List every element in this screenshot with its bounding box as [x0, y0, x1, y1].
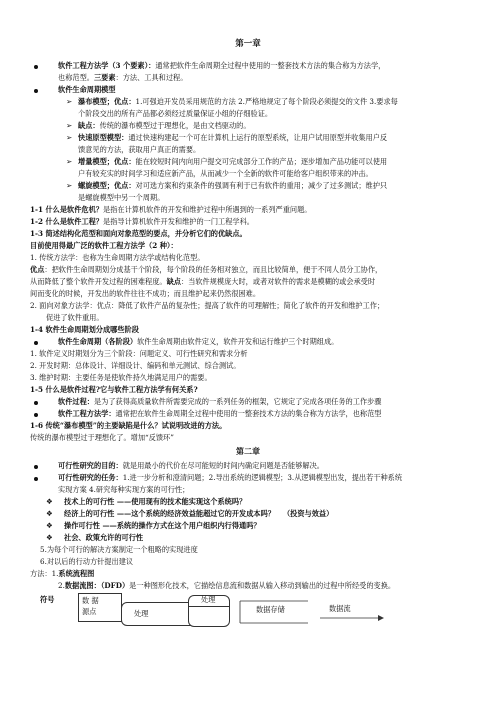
lifecycle-phases-label: 软件生命周期（各阶段） — [58, 337, 138, 346]
data-store-label: 数据存储 — [256, 605, 285, 614]
question-1-6: 1-6 传统“瀑布模型”的主要缺陷是什么？试说明改进的方法。 — [30, 421, 227, 430]
software-process-label: 软件过程： — [58, 397, 94, 406]
incremental-label: 增量模型；优点： — [78, 157, 136, 166]
three-elements-text: ：方法、工具和过程。 — [115, 73, 188, 82]
cons-text: ：当软件规模庞大时，或者对软件的需求是模糊的或会承受时 — [180, 277, 376, 286]
methods-line — [30, 568, 94, 580]
traditional-cons-2: 间而变化的时候，开发出的软件往往不成功；而且维护起来仍然很困难。 — [30, 289, 261, 298]
traditional-cons — [30, 276, 375, 288]
waterfall-line — [78, 96, 398, 108]
process-circle-label: 处理 — [201, 595, 216, 604]
spiral-label: 螺旋模型；优点： — [78, 181, 136, 190]
data-source-label-1: 数 据 — [82, 596, 99, 605]
economic-feasibility-note: （投资与效益） — [282, 509, 334, 518]
waterfall-cons-line — [78, 120, 251, 132]
oo-method-2: 促进了软件重用。 — [46, 313, 104, 322]
lifecycle-phases-text: 软件生命周期由软件定义，软件开发和运行维护三个时期组成。 — [137, 337, 339, 346]
arrow-bullet-icon: ➢ — [66, 181, 73, 190]
arrow-bullet-icon: ❖ — [46, 533, 53, 542]
prototype-line — [78, 132, 387, 144]
question-1-3: 1-3 简述结构化范型和面向对象范型的要点，并分析它们的优缺点。 — [30, 229, 247, 238]
system-flowchart-label: 系统流程图 — [58, 569, 95, 578]
arrow-bullet-icon: ➢ — [66, 121, 73, 130]
cons-label: 缺点 — [166, 277, 181, 286]
question-1-2-title: 1-2 什么是软件工程？ — [30, 217, 103, 226]
feasibility-purpose — [58, 460, 324, 472]
lifecycle-models-heading: 软件生命周期模型 — [58, 85, 116, 94]
arrow-bullet-icon: ❖ — [46, 509, 53, 518]
se-methodology-text: 通常把在软件生命周期全过程中使用的一整套技术方法的集合称为方法学，也称范型 — [115, 409, 382, 418]
pros-text: ：把软件生命周期划分成基干个阶段，每个阶段的任务相对独立，而且比较简单，便于不同人员分工协作， — [44, 265, 383, 274]
pros-label: 优点 — [30, 265, 45, 274]
phase-definition: 1. 软件定义时期划分为三个阶段：问题定义、可行性研究和需求分析 — [30, 349, 248, 358]
cons-label: 缺点： — [78, 121, 100, 130]
question-1-1-title: 1-1 什么是软件危机？ — [30, 205, 103, 214]
incremental-line-2: 户有较充实的时间学习和适应新产品，从而减少一个全新的软件可能给客户组织带来的冲击。 — [78, 169, 373, 178]
question-1-1 — [30, 204, 311, 216]
traditional-method: 1. 传统方法学：也称为生命周期方法学或结构化范型。 — [30, 253, 205, 262]
arrow-bullet-icon: ➢ — [66, 133, 73, 142]
question-1-2 — [30, 216, 254, 228]
bullet-dot — [34, 413, 38, 417]
chapter-title: 第一章 — [235, 39, 261, 49]
bullet-dot — [34, 341, 38, 345]
dfd-number: 2. — [58, 581, 65, 590]
question-1-6-answer: 传统的瀑布模型过于理想化了。增加“反馈环” — [30, 433, 174, 442]
spiral-line — [78, 180, 387, 192]
methodologies-heading: 目前使用得最广泛的软件工程方法学（2 种）： — [30, 241, 178, 250]
waterfall-label: 瀑布模型；优点： — [78, 97, 136, 106]
bullet-dot — [34, 89, 38, 93]
methods-label: 方法：1. — [30, 569, 59, 578]
feasibility-purpose-text: 就是用最小的代价在尽可能短的时间内确定问题是否能够解决。 — [122, 461, 324, 470]
process-circle-symbol — [188, 595, 230, 627]
data-flow-label: 数据流 — [329, 604, 351, 613]
three-elements-label: 三要素 — [93, 73, 116, 82]
software-process-line — [58, 396, 381, 408]
incremental-text: 能在较短时间内向用户提交可完成部分工作的产品；逐步增加产品功能可以使用 — [135, 157, 388, 166]
data-flow-arrow-icon — [318, 612, 388, 624]
feasibility-purpose-label: 可行性研究的目的： — [58, 461, 123, 470]
methodology-line — [58, 60, 385, 72]
spiral-text: 对可选方案和约束条件的强调有利于已有软件的重用；减少了过多测试；维护只 — [135, 181, 388, 190]
feasibility-tasks-2: 实现方案 4.研究每种实现方案的可行性； — [58, 485, 190, 494]
data-source-symbol — [78, 593, 122, 622]
incremental-line — [78, 156, 387, 168]
feasibility-tasks-label: 可行性研究的任务： — [58, 473, 123, 482]
arrow-bullet-icon: ➢ — [66, 157, 73, 166]
operational-feasibility: 操作可行性 ——系统的操作方式在这个用户组织内行得通吗？ — [64, 521, 261, 530]
question-1-5: 1-5 什么是软件过程?它与软件工程方法学有何关系? — [30, 385, 198, 394]
prototype-label: 快速原型模型： — [78, 133, 129, 142]
lifecycle-phases-line — [58, 336, 338, 348]
phase-development: 2. 开发时期：总体设计、详细设计、编码和单元测试、综合测试。 — [30, 361, 241, 370]
software-process-text: 是为了获得高质量软件所需要完成的一系列任务的框架，它规定了完成各项任务的工作步骤 — [93, 397, 382, 406]
bullet-dot — [34, 477, 38, 481]
methodology-heading: 软件工程方法学（3 个要素）： — [58, 61, 156, 70]
cons-text: 传统的瀑布模型过于理想化，是由文档驱动的。 — [99, 121, 251, 130]
methodology-text-2: 也称范型。 — [58, 73, 94, 82]
feasibility-tasks — [58, 472, 402, 484]
prototype-line-2: 馈意见的方法，获取用户真正的需要。 — [78, 145, 201, 154]
process-rounded-symbol: 处理 — [121, 602, 199, 626]
feasibility-tasks-text: 1.进一步分析和澄清问题；2.导出系统的逻辑模型；3.从逻辑模型出发，提出若干种系统 — [122, 473, 403, 482]
traditional-pros — [30, 264, 382, 276]
dfd-label: 数据流图：（DFD） — [64, 581, 130, 590]
arrow-bullet-icon: ❖ — [46, 521, 53, 530]
dfd-text: 是一种图形化技术，它描绘信息流和数据从输入移动到输出的过程中所经受的变换。 — [129, 581, 396, 590]
methodology-text: 通常把软件生命周期全过程中使用的一整套技术方法的集合称为方法学， — [155, 61, 386, 70]
phase-maintenance: 3. 维护时期：主要任务是使软件持久地满足用户的需要。 — [30, 373, 212, 382]
technical-feasibility: 技术上的可行性 ——使用现有的技术能实现这个系统吗？ — [64, 497, 247, 506]
dfd-line — [58, 580, 395, 592]
methodology-line-2 — [58, 72, 187, 84]
bullet-dot — [34, 65, 38, 69]
question-1-2-answer: 是指导计算机软件开发和维护的一门工程学科。 — [103, 217, 254, 226]
waterfall-line-2: 个阶段交出的所有产品都必须经过质量保证小组的仔细验证。 — [78, 109, 273, 118]
question-1-4: 1-4 软件生命周期划分成哪些阶段 — [30, 325, 139, 334]
bullet-dot — [34, 401, 38, 405]
social-feasibility: 社会、政策允许的可行性 — [64, 533, 144, 542]
pros-text-2: 从而降低了整个软件开发过程的困难程度。 — [30, 277, 167, 286]
economic-feasibility — [64, 508, 333, 520]
question-1-1-answer: 是指在计算机软件的开发和维护过程中所遇到的一系列严重问题。 — [103, 205, 312, 214]
data-source-label-2: 源点 — [82, 607, 97, 616]
economic-feasibility-text: 经济上的可行性 ——这个系统的经济效益能超过它的开发成本吗？ — [64, 509, 275, 518]
se-methodology-line — [58, 408, 381, 420]
bullet-dot — [34, 465, 38, 469]
oo-method: 2. 面向对象方法学：优点：降低了软件产品的复杂性；提高了软件的可理解性；简化了软件的开发和维护工作； — [30, 301, 385, 310]
task-5: 5.为每个可行的解决方案制定一个粗略的实现进度 — [40, 545, 198, 554]
symbols-label: 符号 — [40, 595, 55, 604]
prototype-text: 通过快速构建起一个可在计算机上运行的原型系统，让用户试用原型并收集用户反 — [128, 133, 388, 142]
arrow-bullet-icon: ➢ — [66, 97, 73, 106]
se-methodology-label: 软件工程方法学： — [58, 409, 116, 418]
arrow-bullet-icon: ❖ — [46, 497, 53, 506]
chapter-2-title: 第二章 — [236, 446, 260, 456]
spiral-line-2: 是螺旋模型中另一个周期。 — [78, 193, 165, 202]
waterfall-text: 1.可强迫开发员采用规范的方法 2.严格地规定了每个阶段必须提交的文件 3.要求每 — [135, 97, 398, 106]
task-6: 6.对以后的行动方针提出建议 — [40, 557, 134, 566]
